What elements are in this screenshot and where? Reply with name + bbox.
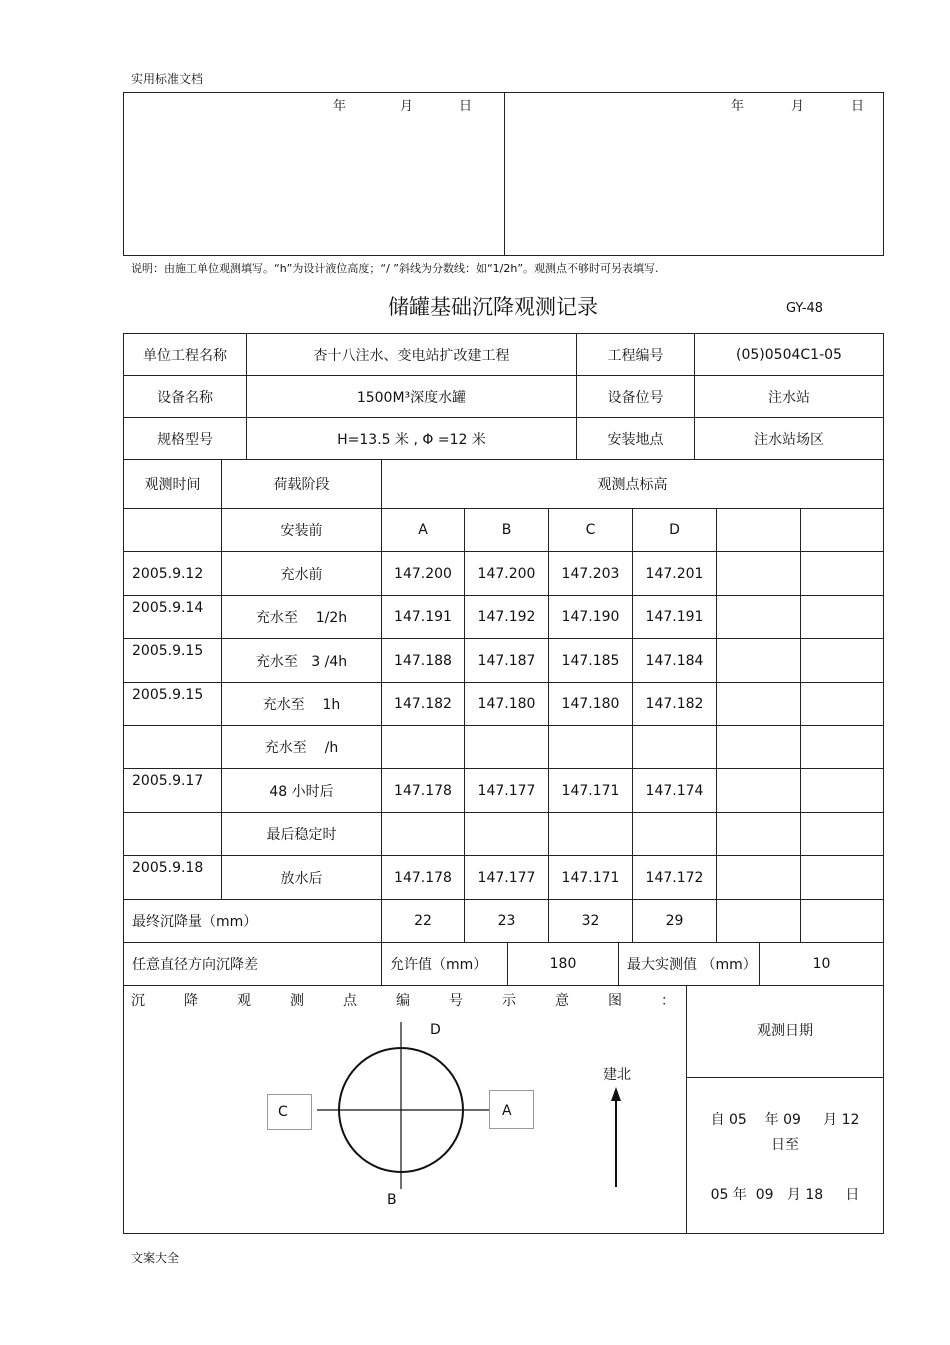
row-elevation-value: D (669, 522, 680, 538)
north-arrow-icon (611, 1087, 621, 1101)
row-stage: 安装前 (280, 523, 323, 539)
row-stage: 48 小时后 (269, 783, 334, 800)
install-loc-label: 安装地点 (607, 431, 664, 448)
row-elevation-value: 147.178 (394, 782, 452, 799)
row-time: 2005.9.15 (132, 643, 204, 659)
point-d-label: D (430, 1022, 441, 1038)
row-stage: 充水至 /h (264, 740, 339, 756)
row-time: 2005.9.18 (132, 860, 204, 876)
point-c-box (267, 1094, 312, 1130)
row-elevation-value: 147.201 (645, 565, 704, 582)
max-label: 最大实测值 （mm） (627, 957, 757, 973)
caption-char: 图 (608, 993, 622, 1009)
row-elevation-value: 147.190 (561, 609, 620, 625)
install-loc-value: 注水站场区 (754, 431, 824, 448)
row-elevation-value: 147.174 (645, 782, 704, 799)
page-footer: 文案大全 (131, 1251, 180, 1265)
row-elevation-value: A (418, 522, 428, 538)
row-elevation-value: 147.184 (645, 652, 704, 669)
allow-value: 180 (549, 956, 577, 972)
caption-char: ： (661, 993, 675, 1009)
unit-name-label: 单位工程名称 (143, 347, 227, 364)
row-stage: 充水至 1/2h (255, 610, 348, 626)
row-elevation-value: 147.172 (645, 869, 704, 886)
caption-char: 沉 (131, 993, 145, 1009)
equipment-pos-value: 注水站 (768, 389, 810, 406)
north-label: 建北 (603, 1067, 631, 1083)
row-elevation-value: 147.200 (394, 565, 452, 582)
caption-char: 号 (449, 993, 463, 1009)
row-elevation-value: B (501, 522, 512, 538)
row-stage: 最后稳定时 (266, 827, 337, 843)
equipment-name-value: 1500M³深度水罐 (356, 389, 467, 406)
right-date-year: 年 (731, 99, 745, 114)
obs-date-to: 05 年 09 月 18 日 (710, 1187, 860, 1203)
col-stage-header: 荷载阶段 (273, 477, 330, 493)
left-date-day: 日 (459, 99, 473, 114)
final-value-a: 22 (414, 913, 432, 929)
spec-label: 规格型号 (157, 431, 213, 448)
row-elevation-value: 147.203 (561, 565, 620, 582)
right-date-day: 日 (851, 99, 865, 114)
caption-char: 编 (396, 993, 410, 1009)
row-elevation-value: 147.191 (645, 609, 704, 625)
caption-char: 降 (184, 993, 198, 1009)
obs-date-label: 观测日期 (757, 1023, 813, 1039)
equipment-pos-label: 设备位号 (607, 389, 664, 406)
row-time: 2005.9.12 (132, 565, 204, 582)
row-elevation-value: 147.188 (394, 652, 452, 669)
diff-label: 任意直径方向沉降差 (132, 957, 258, 973)
row-stage: 充水前 (280, 566, 323, 583)
caption-char: 测 (290, 993, 304, 1009)
obs-date-from: 自 05 年 09 月 12 (710, 1112, 860, 1128)
final-value-d: 29 (665, 913, 684, 929)
equipment-name-label: 设备名称 (157, 389, 213, 406)
obs-date-mid: 日至 (771, 1137, 799, 1153)
caption-char: 意 (555, 993, 569, 1009)
row-elevation-value: 147.177 (477, 869, 536, 886)
row-time: 2005.9.17 (132, 773, 204, 789)
unit-name-value: 杏十八注水、变电站扩改建工程 (313, 347, 510, 364)
row-elevation-value: 147.171 (561, 782, 620, 799)
instruction-note: 说明：由施工单位观测填写。“h”为设计液位高度；“/ ”斜线为分数线：如“1/2h”。观测点不够时可另表填写. (131, 262, 659, 275)
row-elevation-value: 147.191 (394, 609, 452, 625)
col-time-header: 观测时间 (144, 477, 201, 493)
point-c-label: C (278, 1104, 288, 1120)
row-elevation-value: 147.192 (477, 609, 536, 625)
caption-char: 观 (237, 993, 251, 1009)
left-date-year: 年 (333, 99, 347, 114)
row-stage: 放水后 (280, 870, 323, 887)
row-elevation-value: 147.180 (561, 696, 620, 712)
row-stage: 充水至 3 /4h (255, 653, 348, 670)
final-settlement-label: 最终沉降量（mm） (132, 914, 258, 930)
final-value-c: 32 (581, 913, 600, 929)
row-elevation-value: 147.171 (561, 869, 620, 886)
right-date-month: 月 (791, 99, 805, 114)
project-no-value: (05)0504C1-05 (736, 346, 842, 363)
row-time: 2005.9.14 (132, 600, 204, 616)
col-elevation-header: 观测点标高 (597, 477, 668, 493)
caption-char: 点 (343, 993, 357, 1009)
page-header: 实用标准文档 (131, 72, 204, 86)
row-elevation-value: 147.200 (477, 565, 536, 582)
row-elevation-value: 147.178 (394, 869, 452, 886)
left-date-month: 月 (400, 99, 414, 114)
row-elevation-value: 147.187 (477, 652, 536, 669)
row-elevation-value: 147.177 (477, 782, 536, 799)
allow-label: 允许值（mm） (390, 957, 488, 973)
project-no-label: 工程编号 (607, 347, 664, 364)
final-value-b: 23 (497, 913, 516, 929)
row-elevation-value: 147.182 (645, 696, 704, 712)
row-elevation-value: C (585, 522, 596, 538)
row-elevation-value: 147.185 (561, 652, 620, 669)
point-a-label: A (502, 1103, 512, 1119)
row-stage: 充水至 1h (262, 697, 341, 713)
form-code: GY-48 (786, 301, 824, 316)
max-value: 10 (812, 956, 831, 972)
spec-value: H=13.5 米 , Φ =12 米 (337, 431, 486, 448)
row-time: 2005.9.15 (132, 687, 204, 703)
caption-char: 示 (502, 993, 516, 1009)
point-b-label: B (387, 1192, 397, 1208)
row-elevation-value: 147.180 (477, 696, 536, 712)
row-elevation-value: 147.182 (394, 696, 452, 712)
form-title: 储罐基础沉降观测记录 (388, 295, 598, 319)
